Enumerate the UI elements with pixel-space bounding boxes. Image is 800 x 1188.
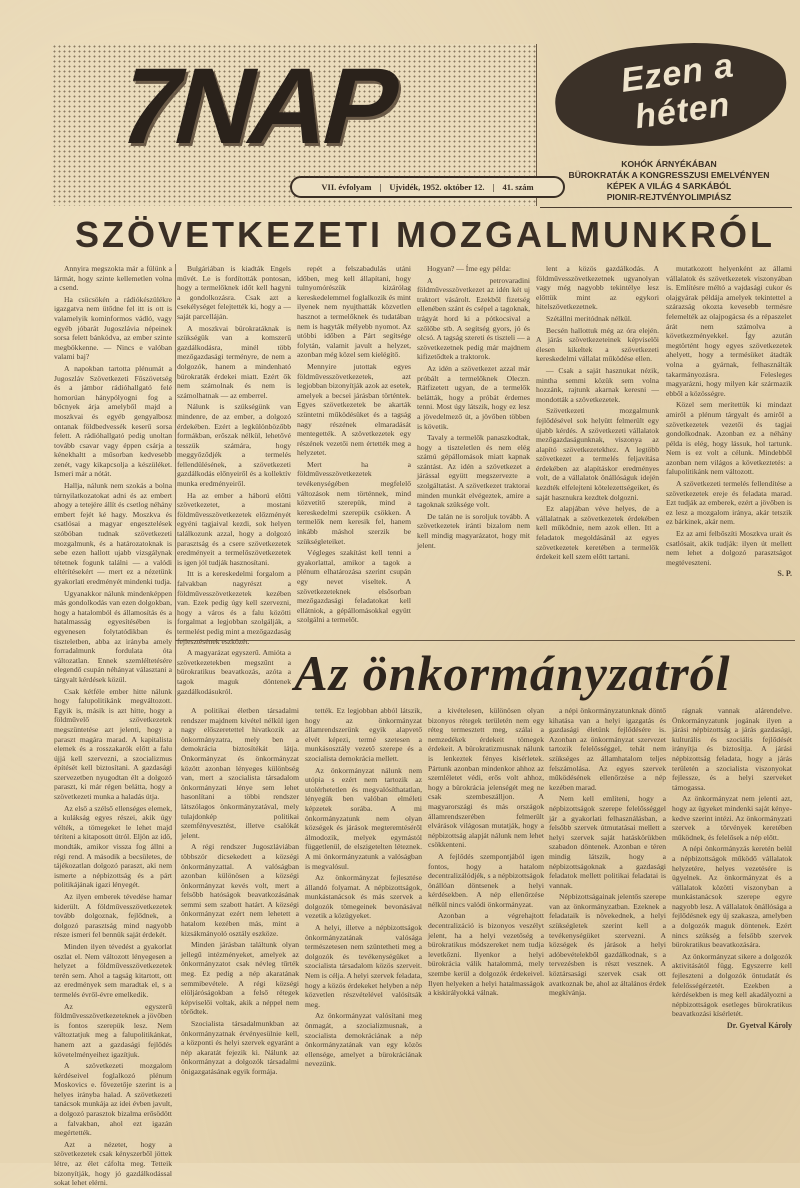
paragraph: Szétállni meritódnak nélkül. [546,313,632,323]
paragraph: A szövetkezeti termelés fellendítése a szövetkezetek ereje és feladata marad. Ezt tudják az emberek, ezért a jövőben is ez lesz a mozgalom iránya, akár tetszik ez bárkinek, akár nem. [666,479,792,527]
article2-column [181,706,299,1124]
paragraph: rágnak vannak alárendelve. Önkormányzatunk jogának ilyen a járási népbizottság a járás gazdasági, kulturális és szociális fejlődését irányítja és biztosítja. A járási népbizottság feladata, hogy a járás területén a szocialista viszonyokat fejlessze, és a helyi szerveket támogassa. [672,706,792,792]
this-week-list [545,159,793,203]
paragraph: Hogyan? — Íme egy példa: [427,264,511,273]
paragraph: Azonban a végrehajtott decentralizáció is bizonyos veszélyt jelent, ha a helyi vezetőség a bürokratikus módszereket nem tudja levetkőzni. Ilyenkor a helyi bürokrácia válik hatalommá, mely szembe kerül a dolgozók érdekeivel. Ilyen helyeken a helyi hatalmasságok a kiskirályokká válnak. [428,911,544,998]
newspaper-logo: 7NAP [107,45,410,166]
paragraph: Az önkormányzat nálunk nem utópia s ezért nem tartozik az utolérhetetlen és megvalósíthatatlan, lényegük ben valóban elméleti képzetek sorába. A mi önkormányzatunk nem olyan községek és járások megteremtéséről álmodozik, melyek egymástól függetlenül, de elszigetelten léteznek. A mi önkormányzatunk a valóságban is megvalósul. [305,765,422,871]
paragraph: A moszkvai bürokratáknak is szükségük van a komszerű gazdálkodásra, minél több mezőgazdasági terményre, de nem a dolgozók, hanem a mindenható bürokraták érdekei miatt. Ezért ők nem számolnak és nem is számolhatnak — az emberrel. [177,323,291,400]
article1-column [666,264,792,634]
this-week-item: BÜROKRATÁK A KONGRESSZUSI EMELVÉNYEN [568,170,770,180]
this-week-item: KÉPEK A VILÁG 4 SARKÁBÓL [606,181,732,191]
this-week-title: Ezen a héten [618,46,737,137]
column-rule [175,264,176,1090]
article1-column [54,264,172,1188]
masthead [52,44,537,206]
paragraph: Ha csücsökén a rádiókészülékre igazgatva nem ütődne fel itt is ott is valamelyik kominformos vádló, vagy egyéb jóbarát Jugoszlávia népeinek sorsa felett bánkódva, az ember szinte megbökkenne. — Nincs e valóban valami baj? [54,294,172,362]
paragraph: Ez alapjában véve helyes, de a vállalatnak a szövetkezetek érdekében kell működnie, nem azok ellen. Itt a feladatok megoldásánál az egyes szövetkezetek keretében a termelők érdekeit kell szem előtt tartani. [536,504,659,562]
paragraph: Nálunk is szükségünk van mindenre, de az ember, a dolgozó érdekében. Ezért a legkülönbözőbb formákban, erőszak nélkül, lehetővé tesszük számára, hogy meggyőződjék a termelés fellendülésének, a szövetkezeti gazdálkodás előnyeiről és a kollektív munka eredményeiről. [177,402,291,489]
paragraph: Szocialista társadalmunkban az önkormányzatnak érvényesülnie kell, a központi és helyi szervek egyaránt a nép akaratát fejezik ki. Nálunk az önkormányzat a dolgozók társadalmi önigazgatásának egyik formája. [181,1019,299,1076]
this-week-item: PIONIR-REJTVÉNYOLIMPIÁSZ [606,192,732,202]
paragraph: Hallja, nálunk nem szokás a bolna túrnyilatkozatokat adni és az embert ahogy a tetejére állít és csetlog néhány embert fejét ké hagy. Moszkva és csatlósai a magyar engesztelések szóbóban tudnak szövetkezeti mozgalmunk, és a határozatoknak is sebe ezen hallott ujabb vizsgálynak tétetnek fogunk találni — a valódi eltérítésekért — mert ez a nézetünk gyakorlati eredményét mindenki tudja. [54,481,172,586]
paragraph: Ha az ember a háború előtti szövetkezetet, a mostani földművesszövetkezetek előzményét egyéni tagjaival kezdi, sok helyen találkozunk azzal, hogy a dolgozó parasztság és a csere szövetkezetek eredményeit a termelőszövetkezetek is igen jól tudják hasznosítani. [177,490,291,567]
paragraph: Csak kétféle ember hitte nálunk hogy falupolitikánk megváltozott. Egyik is, másik is azt hitte, hogy a földművelő szövetkezetek megszüntetése azt jelenti, hogy a paraszt magára marad. A kapitalista elemek és a rosszakarók előtt a falu újjá kell szervezni, a szocializmus építését kell biztosítani. A gazdasági szervezetben nyugodtan élt a dolgozó paraszt, ki már régen belátta, hogy a szövetkezeti munka a haladás útja. [54,686,172,802]
paragraph: Népbizottságainak jelentős szerepe van az önkormányzatban. Ezeknek a feladataik is növekednek, a helyi szükségletek szerint kell a tevékenységüket szervezni. A községek és járások a helyi adóbevételekből gazdálkodnak, s a tervezésben is részt vesznek. A köztársasági szervek csak ott avatkoznak be, ahol az általános érdek megkívánja. [549,892,666,998]
paragraph: Közel sem merítettük ki mindazt amiről a plénum tárgyalt és amiről a szövetkezetek vezetői és tagjai gondolkodnak. Azonban ez a néhány példa is elég, hogy lássuk, hol tartunk. Nem is ez volt a célunk. Mindebből azonban nem világos a következtetés: a falupolitikánk nem változott. [666,400,792,477]
article2-column [428,706,544,1124]
article1-headline: SZÖVETKEZETI MOZGALMUNKRÓL [75,214,775,255]
paragraph: Annyira megszokta már a fülünk a lármát, hogy szinte kellemetlen volna a csend. [54,264,172,293]
paragraph: Mert ha a földművesszövetkezetek tevékenységében megfelelő változások nem történnek, mind közvetítő szerepük, mind a kereskedelmi szerepük csökken. A termelők nem keresik fel, hanem inkább máshol szerzik be szükségleteiket. [297,459,411,546]
article1-column [536,264,659,634]
paragraph: a kivételesen, különösen olyan bizonyos rétegek területén nem egy réteg termesztett meg, szálai a nemzedékek érdekeit tömegek érdekeit. A bürokratizmusnak nálunk is lenkeztek fényes kísérletek. Pártunk azonban mindenkor ahhoz az szemléletet védi, erős volt ahhoz, hogy a bürokrácia jelenségét meg ne csak szembeszálljon. A magyarországi és más országok államrendszerében felmerült elvárások világosan mutatják, hogy a népbizottság alapját nálunk nem lehet csökkenteni. [428,706,544,850]
paragraph: Az önkormányzat fejlesztése állandó folyamat. A népbizottságok, munkástanácsok és más szervek a dolgozók tömegeinek bevonásával vezetik a közügyeket. [305,873,422,921]
paragraph: Az idén a szövetkezet azzal már próbált a termelőknek Oleczn. Rátfizetett ugyan, de a termelők belátták, hogy a próbát érdemes tenni. Most úgy látszik, hogy ez lesz a jövedelmező út, a jövőben többen is követik. [417,363,530,431]
article1-column [417,264,530,634]
article2-column [549,706,666,1124]
author-signature: Dr. Gyetval Károly [726,1021,792,1030]
paragraph: Tavaly a termelők panaszkodtak, hogy a tiszteletlen és nem elég számú gépállomások miatt kapnak szántást. Az idén a szövetkezet a járással együtt megszervezte a szolgáltatást. A szövetkezet traktorai minden munkát elvégeztek, amire a tagoknak szüksége volt. [417,433,530,510]
paragraph: Nem kell említeni, hogy a népbizottságok szerepe felelősséggel jár a gyakorlati felhasználásban, a felsőbb szervek útmutatásai mellett a helyi szervek saját hatáskörükben szabadon döntenek. Azonban e téren mindig látszik, hogy a népbizottságoknak a gazdasági feladatok mellett politikai feladatai is vannak. [549,794,666,890]
paragraph: A fejlődés szempontjából igen fontos, hogy a hatalom decentralizálódjék, s a népbizottságok önállóan döntsenek a helyi kérdésekben. A nép ellenőrzése nélkül nincs valódi önkormányzat. [428,851,544,909]
divider [540,207,792,208]
paragraph: — Csak a saját hasznukat nézik, mintha semmi közük sem volna hozzánk, rajtunk akarnak keresni — mondották a szövetkezetek. [536,365,659,404]
paragraph: Becsén hallottuk még az óra elején. A járás szövetkezeteinek képviselői élesen kikeltek a szövetkezeti kereskedelmi vállalat működése ellen. [536,325,659,364]
paragraph: Minden ilyen tévedést a gyakorlat oszlat el. Nem változott lényegesen a helyzet a földművesszövetkezetek terén sem. Ahol a tagság kitartott, ott az eredmények sem maradtak el, s a termelés évről-évre emelkedik. [54,941,172,999]
paragraph: Végleges szakítást kell tenni a gyakorlattal, amikor a tagok a plénum elhatározása szerint csupán egy nevet viseltek. A szövetkezeteknek elsősorban mezőgazdasági feladatokat kell ellátniok, a gépállomásokkal együtt szolgálni a termelőt. [297,548,411,625]
article2-column [672,706,792,1124]
paragraph: Minden járásban találtunk olyan jellegű intézményeket, amelyek az önkormányzatot csak névleg tűrték meg. Ez pedig a nép akaratának semmibevétele. A régi községi elöljáróságokban a felső rétegek képviselői voltak, akik a néppel nem törődtek. [181,940,299,1017]
divider [175,640,795,641]
paragraph: tették. Ez legjobban abból látszik, hogy az önkormányzat államrendszerünk egyik alapvető elvét képezi, termé szetesen a munkásosztály vezető szerepe és a szocialista demokrácia mellett. [305,706,422,763]
paragraph: Az önkormányzat valósítani meg önmagát, a szocializmusnak, a szocialista demokráciának a nép önkormányzatának van egy közös ellensége, amelyet a bürokráciának nevezünk. [305,1011,422,1069]
paragraph: A napokban tartotta plénumát a Jugoszláv Szövetkezeti Főszövetség és a jámbor rádióhallgató felé homorúan hánypólyogni fog a bőcnyek árja amelyből majd a moszkvai és egyéb gengyalbosz ontanak földbedvessék keserű sorsa felett. A rádióhallgató pedig unoltan tovább csavar vagy éppen csárja a kénekhaltt a műsorban kedvesebb zenét, vagy kikapcsolja a készüléket. Ismeri már a nótát. [54,363,172,479]
paragraph: Szövetkezeti mozgalmunk fejlődésével sok helyütt felmerült egy újabb kérdés. A szövetkezeti vállalatok mezőgazdaságunknak, viszonya az alapító szövetkezetekhez. A legtöbb szövetkezet a termelés feljavítása érdekében az alapításkor eredményes volt, de a vállalatok önállóságuk idején kezdték elfelejteni kötelezettségeiket, és saját hasznukra kezdtek dolgozni. [536,406,659,502]
separator: | [379,182,382,192]
paragraph: De talán ne is soroljuk tovább. A szövetkezetek iránti bizalom nem kell mindig magyarázatot, hogy mit jelent. [417,511,530,550]
paragraph: repét a felszabadulás utáni időben, meg kell állapítani, hogy tulnyomórészük kizárólag kereskedelemmel foglalkozik és mint ilyenek nem nyujthatták közvetlen hasznot a termelőknek és tudatában nem is hagyták mélyebb nyomot. Az utóbbi időben a Párt segítsége folytán, valamit javult a helyzet, azonban még közel sem kielégítő. [297,264,411,360]
issue-info-bar [290,176,565,198]
separator: | [492,182,495,192]
paragraph: A népi önkormányzás keretén belül a népbizottságok működő vállalatok helyzetére, helyes vezetésére is ügyelnek. Az önkormányzat és a vállalatok közötti viszonyban a munkástanácsok szerepe egyre nagyobb lesz. A vállalatok önállósága a fejlődésnek egy új szakasza, amelyben a dolgozók maguk döntenek. Ezért nincs szükség a felsőbb szervek bürokratikus beavatkozására. [672,844,792,950]
paragraph: Az egyszerű földművesszövetkezeteknek a jövőben is fontos szerepük lesz. Nem változtatjuk meg a falupolitikánkat, hanem azt a gazdasági fejlődés követelményeihez igazítjuk. [54,1001,172,1059]
paragraph: A petrovaradini földművesszövetkezet az idén két uj traktort vásárolt. Ezekből fizetség ellenében szánt és csépel a tagoknak, trágyát hord ki a pótkocsival a szőlőbe stb. A segítség gyors, jó és olcsó. A tagság szereti és tiszteli — a szövetkezetnek pedig már majdnem kifizetődtek a traktorok. [417,275,530,362]
paragraph: Az első a szélső ellenséges elemek, a kulákság egyes részei, akik úgy vélték, a tömegeket le lehet majd téríteni a kitaposott útról. Eljön az idő, mondták, amikor vissza fog állni a régi rend. A második a becsületes, de tájékozatlan dolgozó paraszt, aki nem ismerte a népbizottság és a párt politikájának igazi lényegét. [54,803,172,890]
article1-column [297,264,411,634]
paragraph: Azt a nézetet, hogy a szövetkezetek csak kényszerből jöttek létre, az élet cáfolta meg. Tetteik bizonyítják, hogy jó gazdálkodással sokat lehet elérni. [54,1139,172,1188]
paragraph: a népi önkormányzatunknak döntő kihatása van a helyi igazgatás és gazdasági életünk fejlődésére is. Azonban az önkormányzat szervezet tartozik felelősséggel, tehát nem szükséges az államhatalom teljes felszámolása. Az egyes szervek működésének ellenőrzése a nép kezében marad. [549,706,666,792]
paragraph: Mennyire jutottak egyes földművesszövetkezetek, azt legjobban bizonyítják azok az esetek, amelyek a becsei járásban történtek. Egyes szövetkezetek be akarták szüntetni működésüket és a tagság nagy részének elmaradását mentegették. A szövetkezetek egy részének vezetői nem értették meg a helyzetet. [297,361,411,458]
article2-column [305,706,422,1124]
this-week-box [545,44,793,206]
paragraph: mutatkozott helyenként az állami vállalatok és szövetkezetek viszonyában is. Említésre méltó a vajdasági cukor és olajgyárak példája amelyek tekintettel a szárazság okozta kevesebb termésre felemelték az olajpogácsa és a répaszelet árát nem számolva a következményekkel. Így azután megtörtént hogy egyes szövetkezetek ahelyett, hogy a termésüket átadták volna a gyárnak, felhasználták takarmányozásra. Felesleges magyarázni, hogy milyen kár származik ebből a közösségre. [666,264,792,398]
paragraph: A politikai életben társadalmi rendszer majdnem kivétel nélkül igen nagy előszeretettel hivatkozik az önkormányzatra, mely ben a demokrácia biztosítékát látja. Önkormányzat és önkormányzat között azonban lényeges különbség van, mert a szocialista társadalom önkormányzati lénye sem lehet hasonlítani a többi rendszer látszólagos önkormányzatával, mely tulajdonkép politikai szemfényvesztést, illetve csalókát jelent. [181,706,299,840]
volume: VII. évfolyam [321,182,372,192]
paragraph: A régi rendszer Jugoszláviában többször dicsekedett a községi önkormányzattal. A valóságban azonban különösen a községi önkormányzat kevés volt, mert a felsőbb hatóságok beavatkozásának semmi sem szabott határt. A községi önkormányzat ezért nem lehetett a hatalom kezében más, mint a kizsákmányoló osztály eszköze. [181,842,299,938]
paragraph: A helyi, illetve a népbizottságok önkormányzatának valósága természetesen nem szüntetheti meg a dolgozók és tevékenységüket a szocialista társadalom közös szerveit. Nem is célja. A helyi szervek feladata, hogy a közös érdekeket helyben a nép közvetlen részvételével valósítsák meg. [305,923,422,1009]
article2-headline: Az önkormányzatról [294,645,731,701]
place-date: Ujvidék, 1952. október 12. [389,182,485,192]
paragraph: lent a közös gazdálkodás. A földművesszövetkezetnek ugyanolyan vagy még nagyobb tekintélye lesz előttük mint az egykori hitelszövetkezetnek. [536,264,659,312]
paragraph: Bulgáriában is kiadták Engels művét. Le is fordították pontosan, hogy a termelőknek időt kell hagyni a gondolkozásra. Csak azt a csekélységet felejtették ki, hogy a — saját parcelláján. [177,264,291,321]
paragraph: Ez az ami felbőszíti Moszkva urait és csatlósait, akik tudják: ilyen út mellett nem lehet a dolgozó parasztságot megtéveszteni. [666,529,792,567]
paragraph: Itt is a kereskedelmi forgalom a falvakban nagyrészt a földművesszövetkezetek kezében van. Ezek pedig úgy kell szervezni, hogy a város és a falu közötti forgalmat a legjobban szolgálják, a termelést pedig mint a mezőgazdaság fejlesztésének eszközét. [177,569,291,646]
paragraph: Ugyanakkor nálunk mindenképpen más gondolkodás van ezen dolgokban, hogy a hatalomból és államosítás és a hatalmasság egyesítésében is egyenesen folytatódikban és tiszteletben, abba az irányba amely forradalmunk fordulata óta változatlan. Ennek szemléltetésére elegendő csupán néhányat választani a tárgyalt kérdések közül. [54,588,172,684]
issue-number: 41. szám [502,182,534,192]
author-signature: S. P. [777,569,792,579]
paragraph: Az ilyen emberek tévedése hamar kiderült. A földművesszövetkezetek tovább dolgoznak, fejlődnek, a dolgozó parasztság mind nagyobb része ismeri fel bennük saját érdekét. [54,892,172,940]
paragraph: Az önkormányzat nem jelenti azt, hogy az ügyeket mindenki saját kénye-kedve szerint intézi. Az önkormányzati szervek a törvények keretében működnek, és felelősek a nép előtt. [672,794,792,842]
paragraph: Az önkormányzat sikere a dolgozók aktivitásától függ. Egyszerre kell fejleszteni a dolgozók öntudatát és felelősségérzetét. Ezekben a kérdésekben is meg kell akadályozni a népbizottságok esetleges bürokratikus beavatkozási kísérletét. [672,951,792,1019]
article1-column [177,264,291,696]
paragraph: A szövetkezeti mozgalom kérdéseivel foglalkozó plénum Moskovics e. fővezetője szerint is a helyes irányba halad. A szövetkezeti tanácsok munkája az idei évben javult, a dolgozó parasztok bizalma erősödött a falvakban, ahol ezt igazán megértették. [54,1061,172,1138]
paragraph: A magyarázat egyszerű. Amióta a szövetkezetekben megszűnt a bürokratikus beavatkozás, azóta a tagok maguk döntenek gazdálkodásukról. [177,648,291,696]
this-week-item: KOHÓK ÁRNYÉKÁBAN [621,159,717,169]
